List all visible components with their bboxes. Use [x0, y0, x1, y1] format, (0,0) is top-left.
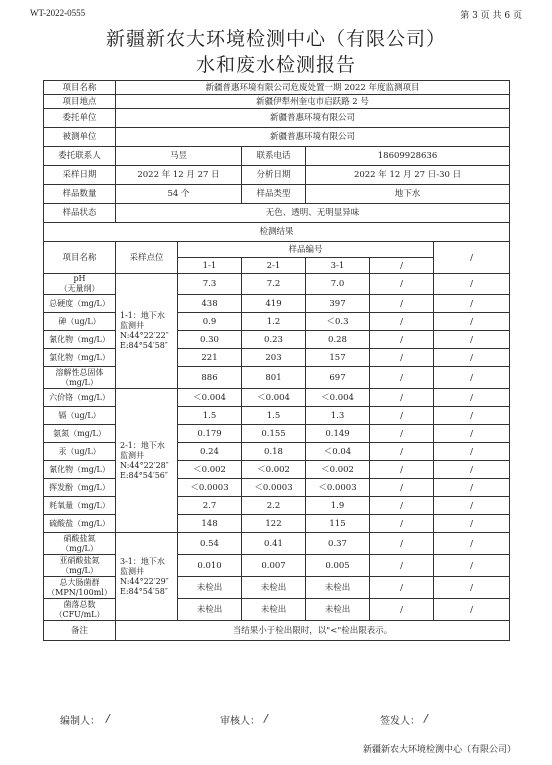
result-value: 7.3 — [178, 274, 242, 295]
result-value: 122 — [242, 515, 306, 533]
phone-label: 联系电话 — [242, 147, 306, 166]
document-number: WT-2022-0555 — [30, 8, 86, 18]
project-name-label: 项目名称 — [44, 81, 116, 95]
sampling-site — [116, 533, 178, 621]
result-value: 1.3 — [306, 407, 370, 425]
analyte-label: 总硬度（mg/L） — [49, 298, 110, 308]
results-section-title: 检测结果 — [44, 223, 510, 242]
sample-id: 3-1 — [306, 258, 370, 274]
analyte-name — [44, 389, 116, 407]
result-value: 0.179 — [178, 425, 242, 443]
result-value: / — [370, 461, 434, 479]
result-value: / — [434, 443, 510, 461]
analyte-label: 镉（ug/L） — [58, 410, 101, 420]
signature-row — [0, 708, 552, 730]
result-value: / — [434, 461, 510, 479]
result-value: / — [370, 367, 434, 389]
project-name-value: 新疆普惠环境有限公司危废处置一期 2022 年度监测项目 — [116, 81, 510, 95]
analyte-label: 氰化物（mg/L） — [49, 464, 110, 474]
result-value: 438 — [178, 295, 242, 313]
table-row — [44, 367, 510, 389]
analyte-label: 氨氮（mg/L） — [53, 428, 106, 438]
analyte-name — [44, 515, 116, 533]
result-value: 697 — [306, 367, 370, 389]
result-value: / — [370, 313, 434, 331]
reviewer-signature — [264, 712, 268, 725]
sampling-site — [116, 389, 178, 533]
analyte-name — [44, 533, 116, 555]
project-site-value: 新疆伊犁州奎屯市启跃路 2 号 — [116, 95, 510, 109]
analyte-name — [44, 479, 116, 497]
analyte-name — [44, 425, 116, 443]
table-row — [44, 461, 510, 479]
table-row — [44, 349, 510, 367]
result-value: ＜0.004 — [242, 389, 306, 407]
issuer-signature — [424, 712, 428, 725]
result-value: 未检出 — [178, 577, 242, 599]
result-value: 801 — [242, 367, 306, 389]
result-value: ＜0.04 — [306, 443, 370, 461]
table-row — [44, 555, 510, 577]
analyte-unit: （无量纲） — [59, 284, 100, 293]
col-header-extra: / — [434, 242, 510, 274]
result-value: / — [370, 407, 434, 425]
analyte-name — [44, 295, 116, 313]
result-value: / — [370, 497, 434, 515]
result-value: 0.30 — [178, 331, 242, 349]
result-value: 0.28 — [306, 331, 370, 349]
compiler-label: 编制人： — [60, 716, 100, 727]
result-value: / — [370, 479, 434, 497]
analyte-name — [44, 349, 116, 367]
remark-value: 当结果小于检出限时，以"<"检出限表示。 — [116, 621, 510, 641]
result-value: 1.5 — [178, 407, 242, 425]
result-value: 0.41 — [242, 533, 306, 555]
result-value: ＜0.0003 — [242, 479, 306, 497]
sample-type-label: 样品类型 — [242, 185, 306, 204]
analyte-unit: （mg/L） — [61, 543, 98, 553]
analyte-name — [44, 577, 116, 599]
analyte-label: 硫酸盐（mg/L） — [49, 518, 110, 528]
result-value: 2.2 — [242, 497, 306, 515]
result-value: ＜0.002 — [242, 461, 306, 479]
result-value: 203 — [242, 349, 306, 367]
result-value: 7.2 — [242, 274, 306, 295]
sample-date-label: 采样日期 — [44, 166, 116, 185]
site-line: E:84°54′56″ — [120, 470, 168, 480]
result-value: 1.2 — [242, 313, 306, 331]
result-value: / — [434, 533, 510, 555]
sample-id: 1-1 — [178, 258, 242, 274]
table-row — [44, 295, 510, 313]
analyte-name — [44, 331, 116, 349]
table-row — [44, 274, 510, 295]
result-value: / — [370, 555, 434, 577]
table-row — [44, 479, 510, 497]
analyte-label: 挥发酚（mg/L） — [49, 482, 110, 492]
result-value: / — [434, 555, 510, 577]
analyte-name — [44, 274, 116, 295]
analyte-label: 氯化物（mg/L） — [49, 352, 110, 362]
result-value: 157 — [306, 349, 370, 367]
result-value: / — [370, 425, 434, 443]
issuer-label: 签发人： — [380, 716, 420, 727]
table-row — [44, 515, 510, 533]
table-row — [44, 497, 510, 515]
table-row — [44, 425, 510, 443]
sample-count-label: 样品数量 — [44, 185, 116, 204]
result-value: / — [370, 274, 434, 295]
analysis-date-value: 2022 年 12 月 27 日-30 日 — [306, 166, 510, 185]
result-value: / — [434, 313, 510, 331]
result-value: 1.9 — [306, 497, 370, 515]
compiler-signature-text: / — [106, 712, 110, 725]
result-value: / — [434, 349, 510, 367]
result-value: 397 — [306, 295, 370, 313]
table-row — [44, 389, 510, 407]
result-value: 7.0 — [306, 274, 370, 295]
result-value: 0.23 — [242, 331, 306, 349]
analyte-label: 溶解性总固体 — [55, 367, 104, 377]
org-title: 新疆新农大环境检测中心（有限公司） — [105, 28, 446, 50]
result-value: 0.005 — [306, 555, 370, 577]
result-value: / — [370, 295, 434, 313]
result-value: 0.010 — [178, 555, 242, 577]
remark-row — [44, 621, 510, 641]
result-value: 0.9 — [178, 313, 242, 331]
table-row — [44, 331, 510, 349]
table-row — [44, 599, 510, 621]
col-header-site: 采样点位 — [116, 242, 178, 274]
site-line: 监测井 — [120, 566, 144, 576]
sample-type-value: 地下水 — [306, 185, 510, 204]
analyte-label: 总大肠菌群 — [59, 577, 100, 587]
result-value: ＜0.0003 — [178, 479, 242, 497]
site-line: 3-1：地下水 — [120, 556, 165, 566]
result-value: 1.5 — [242, 407, 306, 425]
result-value: ＜0.002 — [178, 461, 242, 479]
result-value: 419 — [242, 295, 306, 313]
result-value: / — [434, 425, 510, 443]
result-value: / — [370, 443, 434, 461]
result-value: / — [434, 479, 510, 497]
analyte-unit: （mg/L） — [61, 377, 98, 387]
result-value: / — [434, 407, 510, 425]
result-value: 0.37 — [306, 533, 370, 555]
site-line: E:84°54′58″ — [120, 341, 168, 350]
result-value: ＜0.3 — [306, 313, 370, 331]
compiler-signature — [106, 712, 110, 725]
analyte-unit: （MPN/100ml） — [47, 587, 112, 597]
site-line: 2-1：地下水 — [120, 440, 165, 450]
analyte-name — [44, 461, 116, 479]
result-value: 未检出 — [306, 577, 370, 599]
table-row — [44, 577, 510, 599]
result-value: 0.007 — [242, 555, 306, 577]
analyte-label: 汞（ug/L） — [58, 446, 101, 456]
result-value: / — [434, 599, 510, 621]
analyte-label: 菌落总数 — [63, 599, 96, 609]
result-value: 221 — [178, 349, 242, 367]
contact-label: 委托联系人 — [44, 147, 116, 166]
analyte-name — [44, 555, 116, 577]
reviewer-signature-text: / — [264, 712, 268, 725]
result-value: / — [370, 389, 434, 407]
result-value: 未检出 — [178, 599, 242, 621]
result-value: ＜0.004 — [306, 389, 370, 407]
client-value: 新疆普惠环境有限公司 — [116, 109, 510, 128]
analyte-unit: （CFU/mL） — [54, 609, 105, 619]
result-value: / — [434, 274, 510, 295]
result-value: 未检出 — [242, 599, 306, 621]
footer-org: 新疆新农大环境检测中心（有限公司） — [362, 745, 516, 755]
site-line: E:84°54′58″ — [120, 586, 168, 596]
site-line: 监测井 — [120, 450, 144, 460]
result-value: 未检出 — [306, 599, 370, 621]
sample-id: / — [370, 258, 434, 274]
result-value: 0.54 — [178, 533, 242, 555]
result-value: 148 — [178, 515, 242, 533]
result-value: / — [370, 599, 434, 621]
remark-label: 备注 — [44, 621, 116, 641]
sampling-site — [116, 274, 178, 389]
inspected-label: 被测单位 — [44, 128, 116, 147]
inspected-value: 新疆普惠环境有限公司 — [116, 128, 510, 147]
phone-value: 18609928636 — [306, 147, 510, 166]
contact-value: 马昱 — [116, 147, 242, 166]
site-line: 监测井 — [120, 321, 144, 330]
sample-id: 2-1 — [242, 258, 306, 274]
site-line: N:44°22′28″ — [120, 460, 169, 470]
result-value: / — [434, 295, 510, 313]
result-value: / — [434, 497, 510, 515]
analyte-label: 亚硝酸盐氮 — [59, 555, 100, 565]
result-value: ＜0.004 — [178, 389, 242, 407]
analyte-label: pH — [73, 274, 86, 283]
analyte-name — [44, 313, 116, 331]
col-header-item: 项目名称 — [44, 242, 116, 274]
site-line: N:44°22′29″ — [120, 576, 169, 586]
result-value: 2.7 — [178, 497, 242, 515]
sample-state-label: 样品状态 — [44, 204, 116, 223]
analyte-label: 六价铬（mg/L） — [49, 392, 110, 402]
result-value: / — [434, 331, 510, 349]
result-value: / — [370, 577, 434, 599]
result-value: / — [434, 389, 510, 407]
sample-date-value: 2022 年 12 月 27 日 — [116, 166, 242, 185]
result-value: 0.18 — [242, 443, 306, 461]
analyte-label: 氰化物（mg/L） — [49, 334, 110, 344]
analyte-name — [44, 497, 116, 515]
result-value: / — [370, 349, 434, 367]
result-value: 0.24 — [178, 443, 242, 461]
col-header-sample-no: 样品编号 — [178, 242, 434, 258]
analyte-label: 耗氧量（mg/L） — [49, 500, 110, 510]
table-row — [44, 443, 510, 461]
result-value: / — [434, 515, 510, 533]
analyte-name — [44, 407, 116, 425]
project-site-label: 项目地点 — [44, 95, 116, 109]
analyte-name — [44, 599, 116, 621]
site-line: 1-1：地下水 — [120, 311, 165, 320]
result-value: 0.155 — [242, 425, 306, 443]
issuer-signature-text: / — [424, 712, 428, 725]
result-value: / — [434, 367, 510, 389]
sample-count-value: 54 个 — [116, 185, 242, 204]
result-value: / — [370, 533, 434, 555]
result-value: / — [370, 515, 434, 533]
result-value: ＜0.002 — [306, 461, 370, 479]
result-value: 886 — [178, 367, 242, 389]
table-row — [44, 533, 510, 555]
result-value: 未检出 — [242, 577, 306, 599]
result-value: / — [434, 577, 510, 599]
analyte-label: 砷（ug/L） — [58, 316, 101, 326]
page-number: 第 3 页 共 6 页 — [460, 11, 522, 21]
result-value: / — [370, 331, 434, 349]
sample-state-value: 无色、透明、无明显异味 — [116, 204, 510, 223]
result-value: 115 — [306, 515, 370, 533]
table-row — [44, 407, 510, 425]
result-value: 0.149 — [306, 425, 370, 443]
table-row — [44, 313, 510, 331]
site-line: N:44°22′22″ — [120, 331, 169, 340]
analyte-label: 硝酸盐氮 — [63, 533, 96, 543]
analysis-date-label: 分析日期 — [242, 166, 306, 185]
result-value: ＜0.0003 — [306, 479, 370, 497]
analyte-unit: （mg/L） — [61, 565, 98, 575]
client-label: 委托单位 — [44, 109, 116, 128]
reviewer-label: 审核人： — [220, 716, 260, 727]
report-table — [43, 80, 510, 641]
analyte-name — [44, 443, 116, 461]
report-title: 水和废水检测报告 — [195, 54, 356, 76]
analyte-name — [44, 367, 116, 389]
